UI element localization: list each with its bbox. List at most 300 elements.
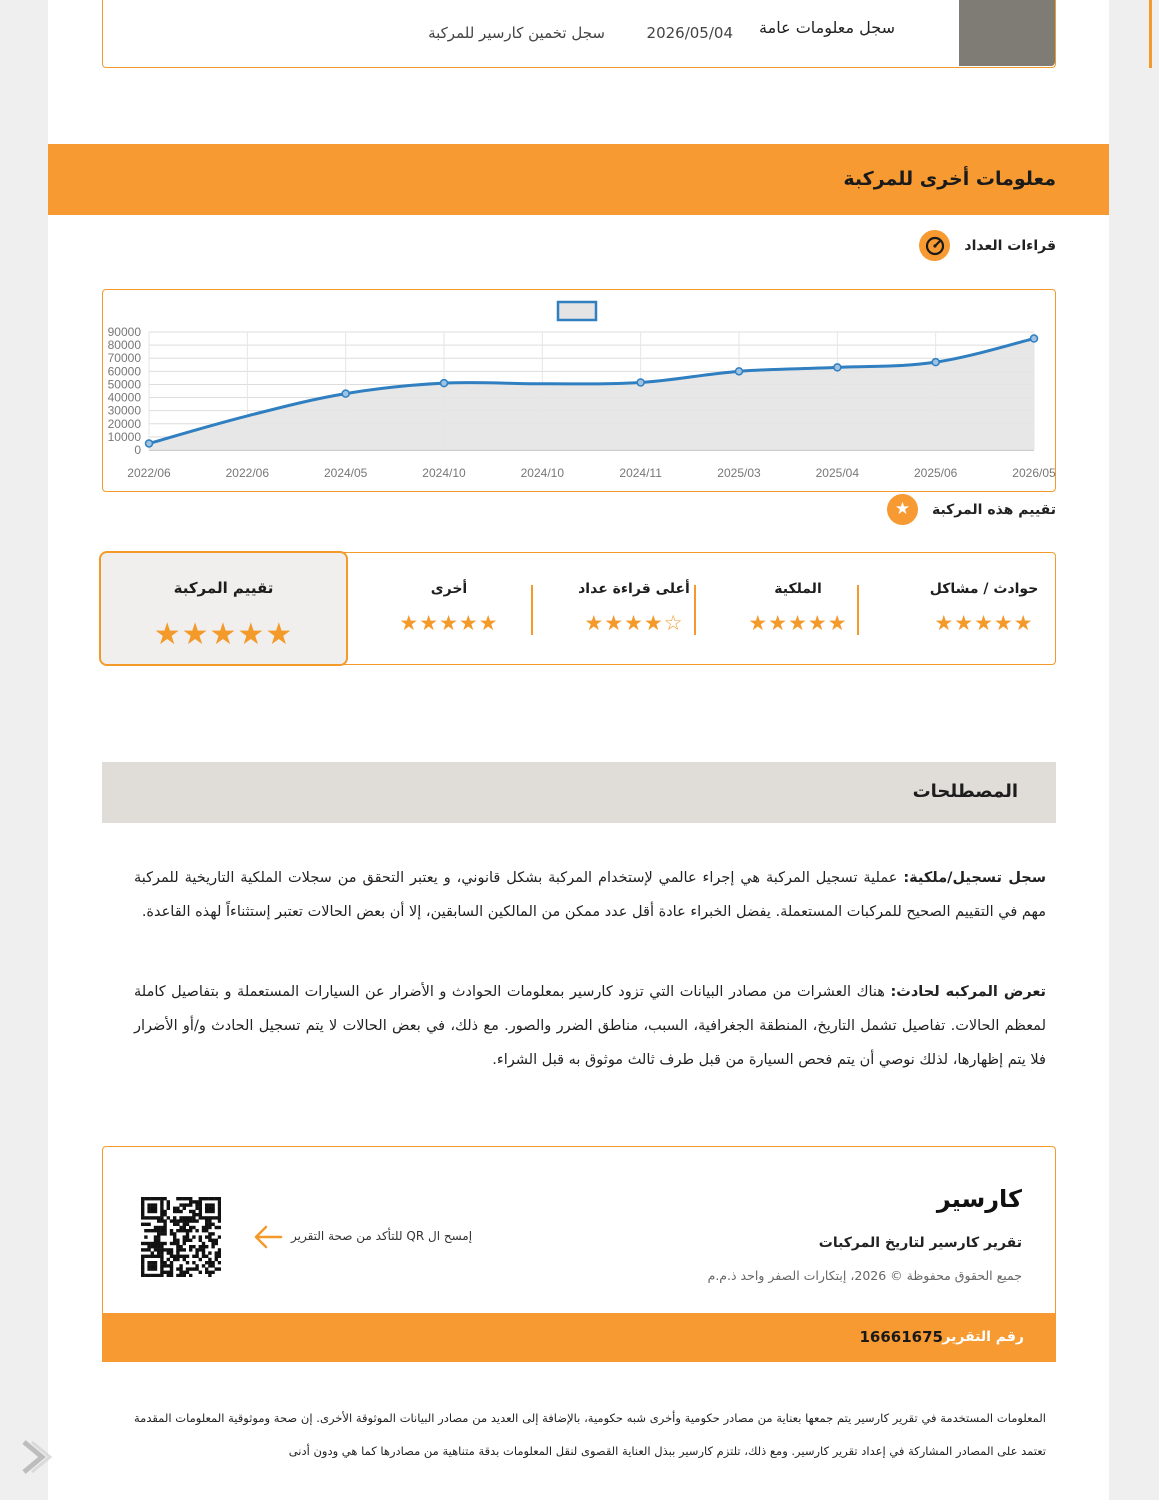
qr-module [144,1235,147,1238]
y-tick-label: 70000 [107,351,141,366]
qr-module [160,1267,163,1270]
chevron-right-icon[interactable] [18,1440,52,1474]
data-point[interactable] [1031,335,1038,342]
qr-module [144,1229,147,1232]
qr-module [144,1248,147,1251]
qr-module [173,1255,176,1258]
qr-module [147,1197,150,1200]
qr-module [147,1255,150,1258]
qr-module [173,1235,176,1238]
qr-module [199,1239,202,1242]
qr-module [141,1223,144,1226]
qr-module [170,1255,173,1258]
arrow-left-icon [253,1225,283,1249]
glossary-item-registration [134,861,1046,929]
qr-module [157,1248,160,1251]
qr-module [163,1213,166,1216]
qr-module [157,1255,160,1258]
qr-module [157,1232,160,1235]
qr-module [176,1219,179,1222]
qr-module [202,1251,205,1254]
qr-module [147,1203,150,1206]
glossary-term: سجل تسجيل/ملكية: [903,870,1046,886]
glossary-text: عملية تسجيل المركبة هي إجراء عالمي لإستخدام المركبة بشكل قانوني، و يعتبر التحقق من سجلات الملكية التاريخية للمركبة مهم في التقييم الصحيح للمركبات المستعملة. يفضل الخبراء عادة أقل عدد ممكن من المالكين السابقين، إلا أن بعض الحالات تعتبر إستثناءاً لهذه القاعدة. [134,870,1046,920]
qr-module [160,1255,163,1258]
qr-module [199,1197,202,1200]
star-icon: ★ [887,494,918,525]
x-tick-label: 2024/10 [422,466,466,480]
qr-module [192,1210,195,1213]
qr-module [170,1229,173,1232]
qr-module [208,1210,211,1213]
qr-module [192,1235,195,1238]
qr-module [199,1200,202,1203]
qr-module [179,1216,182,1219]
overall-rating-label: تقييم المركبة [173,579,274,597]
qr-module [211,1271,214,1274]
qr-module [151,1207,154,1210]
qr-module [208,1226,211,1229]
qr-module [189,1219,192,1222]
qr-module [173,1258,176,1261]
qr-module [173,1242,176,1245]
qr-module [170,1271,173,1274]
qr-module [192,1255,195,1258]
qr-module [192,1226,195,1229]
qr-module [218,1210,221,1213]
qr-module [167,1248,170,1251]
qr-module [160,1200,163,1203]
qr-module [199,1248,202,1251]
qr-module [147,1274,150,1277]
qr-module [170,1251,173,1254]
qr-module [160,1242,163,1245]
rating-odometer-label: أعلى قراءة عداد [578,581,690,597]
x-tick-label: 2022/06 [127,466,171,480]
qr-module [154,1197,157,1200]
qr-module [151,1229,154,1232]
section-title: معلومات أخرى للمركبة [843,168,1056,190]
qr-module [205,1245,208,1248]
qr-module [218,1261,221,1264]
qr-module [170,1261,173,1264]
rating-other-stars: ★★★★★ [399,611,499,635]
qr-module [205,1271,208,1274]
qr-module [163,1197,166,1200]
qr-module [215,1242,218,1245]
qr-module [173,1210,176,1213]
qr-module [205,1203,208,1206]
qr-module [154,1245,157,1248]
qr-module [151,1197,154,1200]
qr-module [183,1207,186,1210]
qr-module [218,1197,221,1200]
qr-module [141,1207,144,1210]
qr-module [157,1197,160,1200]
qr-module [147,1267,150,1270]
qr-module [195,1213,198,1216]
qr-module [160,1216,163,1219]
qr-module [144,1216,147,1219]
qr-module [215,1267,218,1270]
x-tick-label: 2025/04 [815,466,860,480]
qr-module [160,1271,163,1274]
qr-module [205,1261,208,1264]
qr-module [218,1207,221,1210]
qr-module [205,1267,208,1270]
qr-module [147,1210,150,1213]
qr-module [215,1216,218,1219]
qr-module [199,1235,202,1238]
qr-module [208,1207,211,1210]
overall-rating-card [99,551,348,666]
rating-ownership [723,553,873,664]
qr-module [189,1267,192,1270]
qr-module [195,1207,198,1210]
qr-module [183,1235,186,1238]
qr-module [160,1197,163,1200]
qr-module [208,1203,211,1206]
qr-module [183,1226,186,1229]
qr-module [170,1248,173,1251]
qr-module [173,1219,176,1222]
qr-module [189,1216,192,1219]
qr-module [183,1229,186,1232]
qr-module [195,1248,198,1251]
qr-module [163,1271,166,1274]
qr-module [208,1239,211,1242]
other-info-section-header [48,144,1109,215]
qr-module [147,1261,150,1264]
qr-module [211,1207,214,1210]
qr-module [199,1216,202,1219]
qr-module [208,1223,211,1226]
qr-module [154,1261,157,1264]
general-info-record-card [102,0,1056,68]
qr-module [186,1219,189,1222]
qr-module [179,1271,182,1274]
x-tick-label: 2024/11 [619,466,662,480]
qr-module [157,1226,160,1229]
qr-module [218,1213,221,1216]
qr-module [147,1207,150,1210]
qr-module [189,1274,192,1277]
qr-module [147,1223,150,1226]
qr-module [211,1239,214,1242]
qr-module [186,1203,189,1206]
data-point[interactable] [932,359,939,366]
scan-qr-text: إمسح ال QR للتأكد من صحة التقرير [291,1229,473,1243]
y-tick-label: 20000 [107,416,141,431]
qr-module [211,1261,214,1264]
qr-module [183,1274,186,1277]
qr-module [218,1200,221,1203]
footer-card [102,1146,1056,1314]
x-tick-label: 2024/10 [520,466,565,480]
qr-module [167,1258,170,1261]
qr-module [163,1261,166,1264]
qr-module [167,1200,170,1203]
qr-module [157,1251,160,1254]
record-thumbnail [959,0,1055,66]
qr-module [205,1235,208,1238]
qr-module [160,1248,163,1251]
y-tick-label: 0 [134,443,141,457]
qr-module [163,1226,166,1229]
qr-module [157,1245,160,1248]
qr-module [183,1271,186,1274]
data-point[interactable] [736,368,743,375]
y-tick-label: 60000 [107,364,141,379]
qr-module [218,1216,221,1219]
record-subtitle: سجل تخمين كارسير للمركبة [428,24,605,42]
x-tick-label: 2025/06 [913,466,958,480]
qr-module [211,1210,214,1213]
qr-module [192,1261,195,1264]
qr-module [157,1242,160,1245]
qr-module [218,1235,221,1238]
qr-module [205,1207,208,1210]
qr-module [141,1197,144,1200]
qr-module [167,1271,170,1274]
qr-module [179,1248,182,1251]
qr-module [186,1239,189,1242]
qr-module [179,1274,182,1277]
qr-module [176,1229,179,1232]
qr-module [179,1203,182,1206]
qr-module [144,1242,147,1245]
qr-module [176,1255,179,1258]
qr-module [176,1197,179,1200]
left-margin [0,0,48,1500]
qr-module [186,1223,189,1226]
speedometer-icon [919,230,950,261]
qr-module [154,1255,157,1258]
qr-module [179,1229,182,1232]
qr-module [154,1239,157,1242]
rating-odometer [559,553,709,664]
qr-module [189,1248,192,1251]
qr-module [154,1226,157,1229]
y-tick-label: 50000 [107,377,141,392]
qr-module [154,1248,157,1251]
qr-module [218,1251,221,1254]
qr-module [167,1203,170,1206]
qr-module [154,1267,157,1270]
qr-module [186,1261,189,1264]
qr-module [218,1267,221,1270]
y-tick-label: 30000 [107,403,141,418]
qr-module [163,1242,166,1245]
report-number: 16661675 [859,1328,943,1346]
qr-module [147,1245,150,1248]
qr-module [211,1232,214,1235]
qr-module [170,1274,173,1277]
qr-module [151,1261,154,1264]
qr-module [141,1210,144,1213]
qr-module [141,1255,144,1258]
qr-module [163,1232,166,1235]
qr-module [199,1203,202,1206]
qr-module [183,1258,186,1261]
qr-module [173,1223,176,1226]
qr-module [195,1264,198,1267]
qr-module [163,1219,166,1222]
data-point[interactable] [146,440,153,447]
qr-module [179,1245,182,1248]
qr-module [170,1242,173,1245]
qr-module [186,1255,189,1258]
qr-module [199,1213,202,1216]
qr-module [211,1264,214,1267]
qr-module [186,1235,189,1238]
qr-module [141,1216,144,1219]
qr-module [160,1207,163,1210]
qr-module [189,1229,192,1232]
qr-module [176,1251,179,1254]
overall-rating-stars: ★★★★★ [153,617,294,652]
qr-module [205,1216,208,1219]
x-tick-label: 2022/06 [225,466,270,480]
report-page [48,0,1109,1500]
chart-legend-box[interactable] [558,302,596,320]
qr-module [215,1226,218,1229]
qr-module [176,1274,179,1277]
qr-module [160,1258,163,1261]
qr-module [151,1267,154,1270]
qr-module [208,1261,211,1264]
brand-logo: كارسير [936,1185,1022,1213]
qr-module [183,1219,186,1222]
data-point[interactable] [441,380,448,387]
qr-module [160,1229,163,1232]
qr-module [192,1267,195,1270]
qr-module [154,1235,157,1238]
qr-module [141,1261,144,1264]
qr-module [179,1210,182,1213]
qr-module [186,1232,189,1235]
qr-module [176,1210,179,1213]
qr-module [199,1245,202,1248]
qr-module [211,1197,214,1200]
qr-module [163,1248,166,1251]
qr-module [195,1251,198,1254]
qr-module [183,1248,186,1251]
rating-ownership-label: الملكية [774,581,822,597]
qr-module [141,1274,144,1277]
glossary-item-accident [134,975,1046,1077]
copyright-text: جميع الحقوق محفوظة © 2026، إبتكارات الصفر واحد ذ.م.م [707,1268,1022,1283]
rating-other [374,553,524,664]
qr-module [183,1239,186,1242]
qr-module [151,1242,154,1245]
qr-module [183,1216,186,1219]
rating-ownership-stars: ★★★★★ [748,611,848,635]
qr-module [154,1203,157,1206]
qr-module [147,1264,150,1267]
qr-module [176,1207,179,1210]
qr-module [218,1226,221,1229]
qr-module [189,1203,192,1206]
rating-odometer-stars: ★★★★☆ [584,611,684,635]
qr-module [208,1219,211,1222]
qr-module [151,1203,154,1206]
qr-module [199,1210,202,1213]
qr-module [179,1226,182,1229]
qr-module [151,1274,154,1277]
qr-module [208,1197,211,1200]
qr-module [202,1226,205,1229]
qr-module [160,1226,163,1229]
qr-module [163,1210,166,1213]
qr-module [160,1232,163,1235]
qr-code[interactable] [141,1197,221,1277]
y-tick-label: 80000 [107,338,141,353]
qr-module [147,1216,150,1219]
data-point[interactable] [834,364,841,371]
report-number-bar [102,1313,1056,1362]
qr-module [218,1219,221,1222]
qr-module [208,1264,211,1267]
qr-module [205,1210,208,1213]
qr-module [211,1242,214,1245]
qr-module [160,1219,163,1222]
odometer-chart-svg [103,290,1057,493]
qr-module [208,1258,211,1261]
data-point[interactable] [342,390,349,397]
qr-module [192,1245,195,1248]
glossary-header [102,762,1056,823]
qr-module [179,1267,182,1270]
qr-module [186,1197,189,1200]
record-title: سجل معلومات عامة [759,18,895,37]
qr-module [157,1229,160,1232]
qr-module [202,1229,205,1232]
rating-accidents [909,553,1059,664]
qr-module [176,1223,179,1226]
qr-module [144,1274,147,1277]
qr-module [189,1200,192,1203]
qr-module [160,1203,163,1206]
qr-module [218,1255,221,1258]
qr-module [141,1200,144,1203]
qr-module [170,1267,173,1270]
qr-module [160,1213,163,1216]
qr-module [186,1267,189,1270]
qr-module [186,1216,189,1219]
qr-module [157,1219,160,1222]
rating-heading [887,494,1056,525]
qr-module [205,1229,208,1232]
data-point[interactable] [637,379,644,386]
odometer-label: قراءات العداد [964,237,1056,254]
qr-module [151,1264,154,1267]
qr-module [211,1203,214,1206]
qr-module [157,1216,160,1219]
qr-module [154,1216,157,1219]
qr-module [147,1229,150,1232]
qr-module [147,1242,150,1245]
qr-module [176,1239,179,1242]
x-tick-label: 2024/05 [323,466,368,480]
glossary-term: تعرض المركبه لحادث: [890,984,1046,1000]
qr-module [141,1271,144,1274]
qr-module [144,1223,147,1226]
qr-module [215,1258,218,1261]
qr-module [218,1203,221,1206]
qr-module [167,1216,170,1219]
chart-y-ticks [108,325,142,457]
